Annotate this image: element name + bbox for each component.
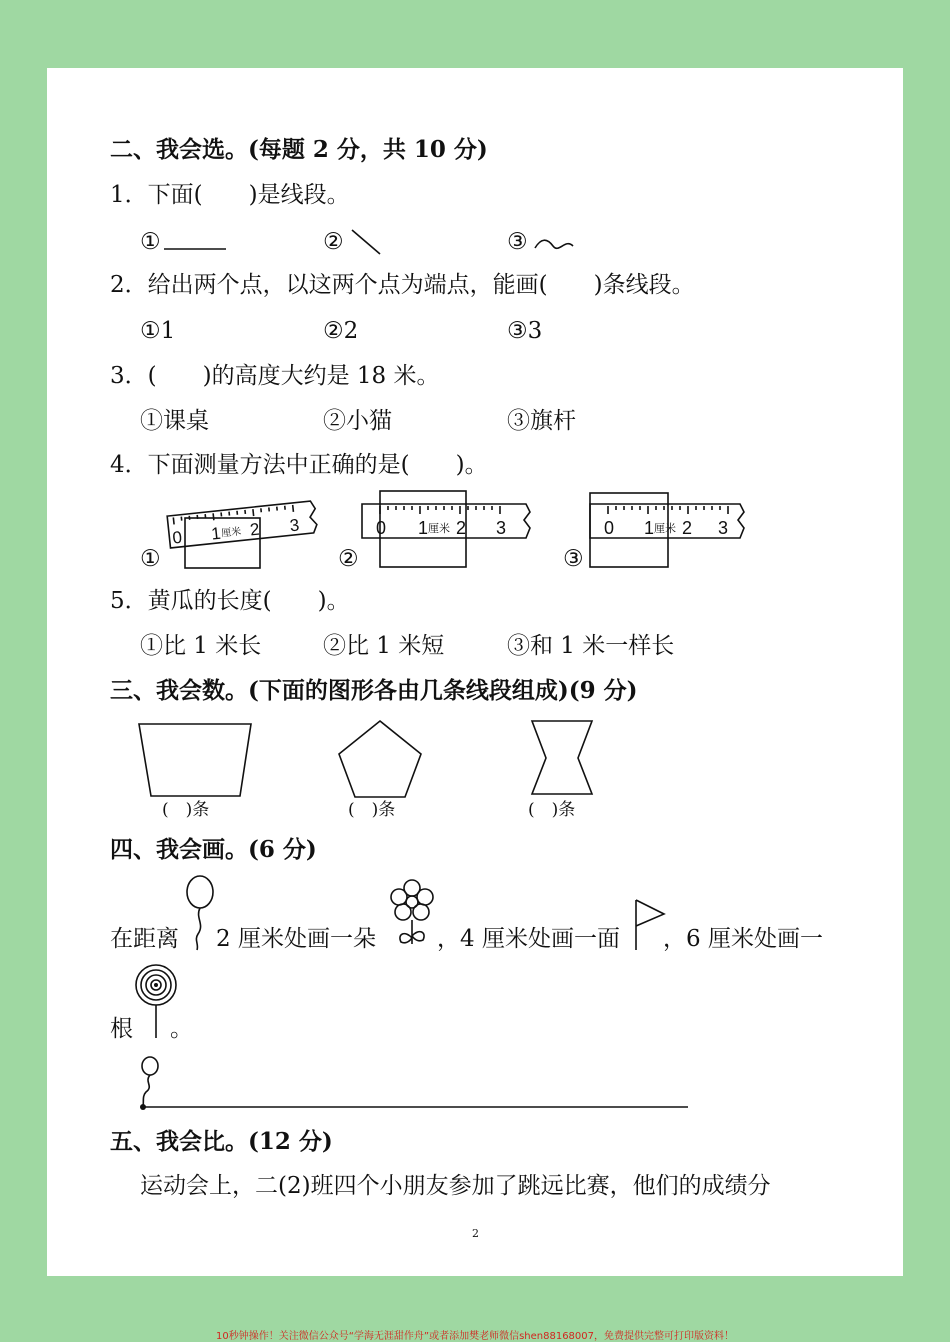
instruction-part-4: ，6 厘米处画一 [663,926,823,952]
hourglass-shape [528,718,598,798]
curve-drawing [533,236,577,252]
trapezoid-shape [136,720,256,800]
pentagon-answer-blank: ( )条 [348,800,396,820]
ruler1-label-2: 2 [249,519,261,540]
ruler3-label-0: 0 [604,518,615,538]
question-2: 2．给出两个点，以这两个点为端点，能画( )条线段。 [110,272,695,298]
q3-option-3: ③旗杆 [507,408,576,434]
ruler1-label-3: 3 [288,515,301,536]
ruler1-label-0: 0 [171,527,183,548]
ruler3-label-3: 3 [718,518,729,538]
section5-heading: 五、我会比。(12 分) [110,1128,333,1155]
question-5: 5．黄瓜的长度( )。 [110,588,350,614]
hourglass-answer-blank: ( )条 [528,800,576,820]
question-3: 3．( )的高度大约是 18 米。 [110,363,440,389]
section3-heading: 三、我会数。(下面的图形各由几条线段组成)(9 分) [110,677,638,704]
ruler-figure-3 [586,488,766,572]
q2-option-1: ①1 [140,318,176,344]
q4-option-2: ② [338,546,359,572]
q5-option-3: ③和 1 米一样长 [507,633,675,659]
instruction-part-1: 在距离 [110,926,179,952]
question-1: 1．下面( )是线段。 [110,182,350,208]
q1-option-3: ③ [507,229,528,255]
pentagon-shape [336,718,426,800]
q3-option-2: ②小猫 [323,408,392,434]
flower-icon [387,878,437,948]
section2-heading: 二、我会选。(每题 2 分，共 10 分) [110,136,488,163]
ruler3-label-2: 2 [682,518,693,538]
q2-option-3: ③3 [507,318,543,344]
ruler3-unit: 厘米 [654,523,676,535]
ruler2-label-2: 2 [456,518,467,538]
trapezoid-answer-blank: ( )条 [162,800,210,820]
ruler2-label-1: 1 [418,518,429,538]
q1-option-2: ② [323,229,344,255]
instruction-part-2: 2 厘米处画一朵 [216,926,376,952]
footer-note: 10秒钟操作！关注微信公众号“学海无涯甜作舟”或者添加樊老师微信shen88168007，免费提供完整可打印版资料！ [215,1331,735,1342]
ray-drawing [350,228,384,256]
ruler1-unit: 厘米 [220,526,242,540]
instruction-part-3: ，4 厘米处画一面 [437,926,620,952]
q4-option-3: ③ [563,546,584,572]
ruler3-label-1: 1 [644,518,655,538]
q1-option-1: ① [140,229,161,255]
drawing-baseline-with-balloon [134,1054,694,1112]
ruler-figure-1 [160,490,330,572]
section4-heading: 四、我会画。(6 分) [110,836,317,863]
ruler-figure-2 [360,488,540,572]
q5-option-2: ②比 1 米短 [323,633,445,659]
balloon-icon [183,872,219,952]
section5-text: 运动会上，二(2)班四个小朋友参加了跳远比赛，他们的成绩分 [140,1173,771,1199]
q5-option-1: ①比 1 米长 [140,633,262,659]
straight-segment-drawing [164,246,228,252]
q2-option-2: ②2 [323,318,359,344]
instruction-part-6: 。 [170,1016,193,1042]
q3-option-1: ①课桌 [140,408,209,434]
question-4: 4．下面测量方法中正确的是( )。 [110,452,488,478]
q4-option-1: ① [140,546,161,572]
ruler2-label-3: 3 [496,518,507,538]
ruler2-unit: 厘米 [428,523,450,535]
instruction-part-5: 根 [110,1016,133,1042]
page-number: 2 [472,1227,479,1240]
ruler1-label-1: 1 [210,523,222,544]
ruler2-label-0: 0 [376,518,387,538]
